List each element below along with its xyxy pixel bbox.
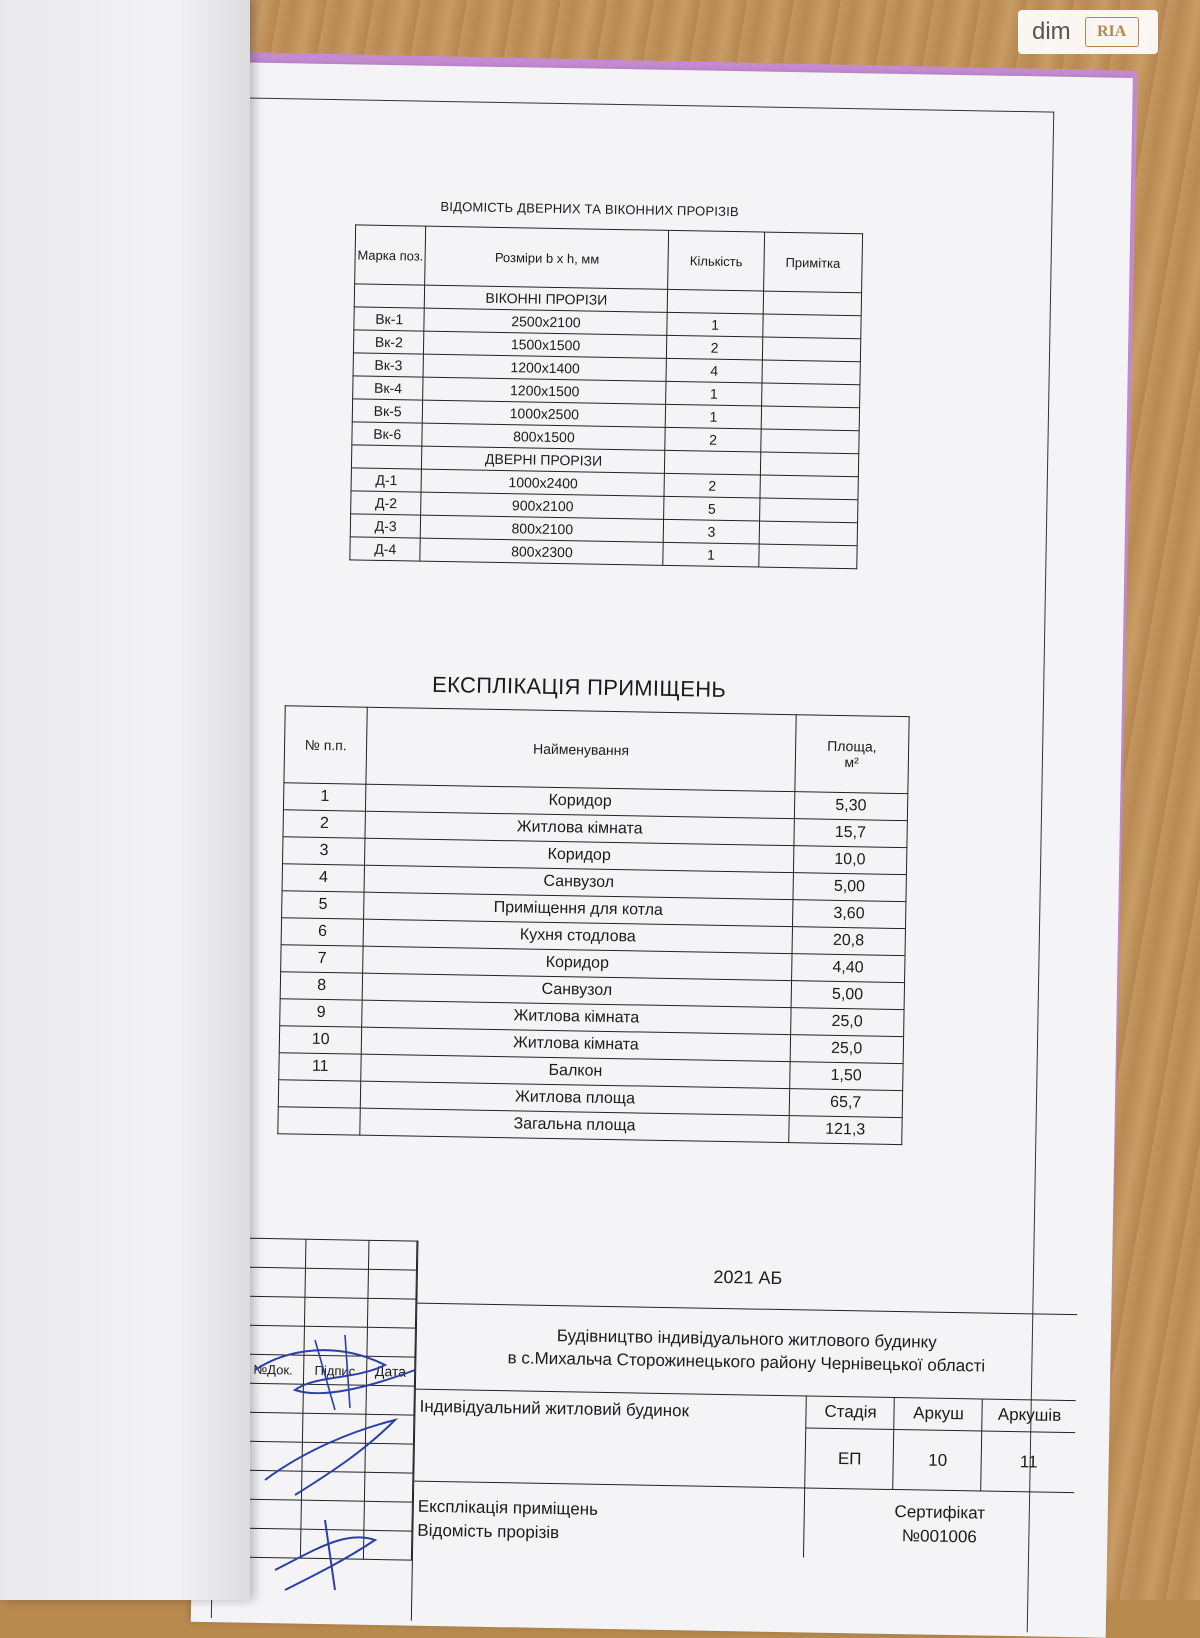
project-name: Будівництво індивідуального житлового будинку в с.Михальча Сторожинецького району Чернівецької області <box>416 1303 1077 1402</box>
area-unit: м² <box>844 754 859 771</box>
certificate: Сертифікат №001006 <box>803 1487 1075 1562</box>
table-row: 2 Житлова кімната 15,7 <box>283 810 907 848</box>
col-area: Площа, м² <box>794 715 909 794</box>
table-row: Д-2 900х2100 5 <box>351 491 858 523</box>
document-code: 2021 АБ <box>417 1241 1078 1316</box>
doc-title-1: Експлікація приміщень <box>417 1496 599 1519</box>
adjacent-page <box>0 0 250 1600</box>
table-row: 5 Приміщення для котла 3,60 <box>282 891 906 929</box>
table-row: 10 Житлова кімната 25,0 <box>279 1026 903 1064</box>
openings-title: ВІДОМІСТЬ ДВЕРНИХ ТА ВІКОННИХ ПРОРІЗІВ <box>440 198 739 220</box>
col-qty: Кількість <box>668 230 764 291</box>
col-size: Розміри b x h, мм <box>425 226 669 289</box>
table-row: 7 Коридор 4,40 <box>281 945 905 983</box>
table-row: 9 Житлова кімната 25,0 <box>280 999 904 1037</box>
sheets-value: 11 <box>980 1432 1076 1493</box>
dimria-watermark <box>1018 10 1158 54</box>
col-name: Найменування <box>366 707 795 791</box>
watermark-text: dim <box>1032 18 1071 45</box>
table-row: Вк-3 1200х1400 4 <box>353 353 860 385</box>
table-row: 6 Кухня стодлова 20,8 <box>281 918 905 956</box>
sheet-value: 10 <box>892 1430 982 1491</box>
stage-value: ЕП <box>804 1428 894 1489</box>
building-row: Індивідуальний житловий будинок Стадія Аркуш Аркушів ЕП 10 11 <box>414 1389 1076 1494</box>
table-row: 1 Коридор 5,30 <box>283 783 907 821</box>
ria-logo-icon: RIA <box>1085 17 1139 47</box>
doc-title-2: Відомість прорізів <box>417 1520 560 1542</box>
living-area-row: Житлова площа 65,7 <box>278 1080 902 1118</box>
rooms-title: ЕКСПЛІКАЦІЯ ПРИМІЩЕНЬ <box>431 671 727 702</box>
col-mark: Марка поз. <box>355 225 426 285</box>
table-row: Вк-4 1200х1500 1 <box>353 376 860 408</box>
table-row: Вк-6 800х1500 2 <box>352 422 859 454</box>
col-note: Примітка <box>763 232 862 293</box>
openings-table <box>349 224 863 569</box>
table-row: Д-3 800х2100 3 <box>350 514 857 546</box>
building-name: Індивідуальний житловий будинок <box>419 1396 690 1421</box>
table-row: 8 Санвузол 5,00 <box>280 972 904 1010</box>
title-info <box>411 1241 1079 1632</box>
window-section-label: ВІКОННІ ПРОРІЗИ <box>425 285 668 312</box>
table-row: 4 Санвузол 5,00 <box>282 864 906 902</box>
table-row: 3 Коридор 10,0 <box>283 837 907 875</box>
table-row: Вк-5 1000х2500 1 <box>352 399 859 431</box>
revision-header: №Док. Підпис Дата <box>75 1351 414 1386</box>
table-row: Д-4 800х2300 1 <box>350 537 857 569</box>
col-num: № п.п. <box>284 706 368 784</box>
rooms-table <box>277 705 909 1145</box>
table-row: Вк-2 1500х1500 2 <box>353 330 860 362</box>
table-row: Вк-1 2500х2100 1 <box>354 307 861 339</box>
total-area-row: Загальна площа 121,3 <box>278 1107 902 1145</box>
table-row: Д-1 1000х2400 2 <box>351 468 858 500</box>
document-row <box>412 1481 1074 1632</box>
signature-mark <box>225 1280 485 1600</box>
table-row: 11 Балкон 1,50 <box>279 1053 903 1091</box>
door-section-label: ДВЕРНІ ПРОРІЗИ <box>422 446 665 473</box>
